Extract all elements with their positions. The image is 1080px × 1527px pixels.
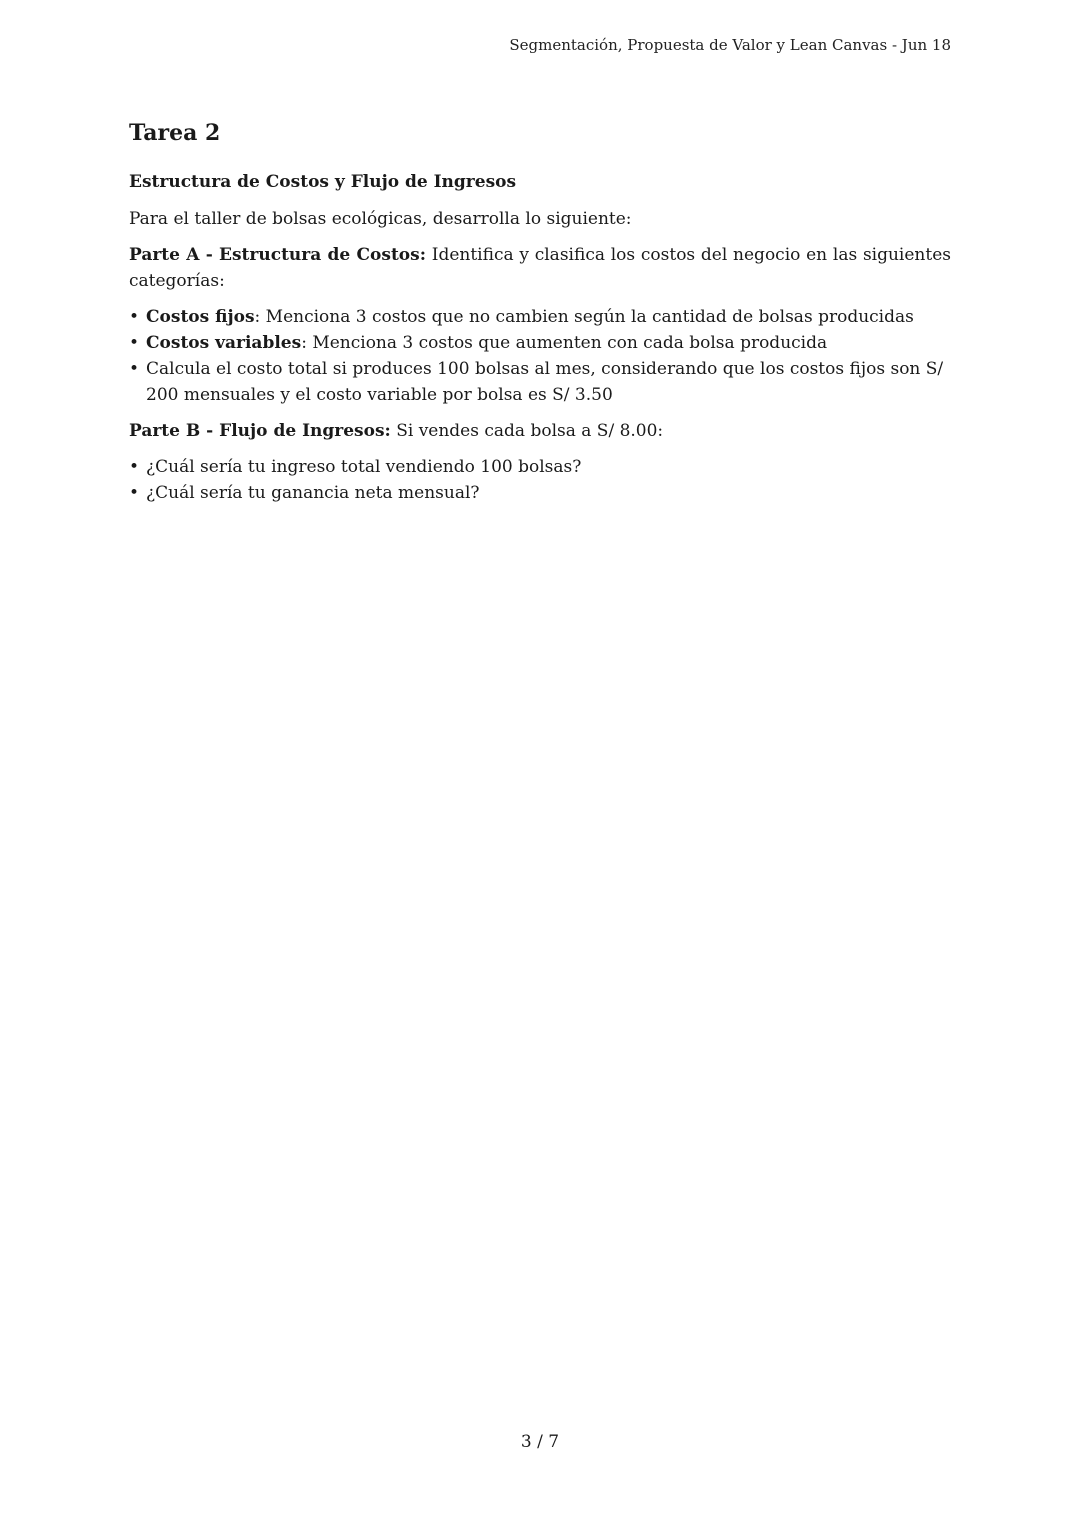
part-b-text: Si vendes cada bolsa a S/ 8.00: <box>390 421 664 441</box>
part-a-text: Identifica y clasifica los costos del negocio en las siguientes categorías: <box>129 245 951 291</box>
running-header: Segmentación, Propuesta de Valor y Lean Canvas - Jun 18 <box>509 36 951 54</box>
bullet-icon: • <box>129 483 140 503</box>
list-item-text: : Menciona 3 costos que aumenten con cada bolsa producida <box>301 333 828 353</box>
task-subtitle: Estructura de Costos y Flujo de Ingresos <box>129 172 517 192</box>
bullet-icon: • <box>129 333 140 353</box>
task-title: Tarea 2 <box>129 120 221 146</box>
task-intro: Para el taller de bolsas ecológicas, desarrolla lo siguiente: <box>129 209 632 229</box>
list-item-text: : Menciona 3 costos que no cambien según la cantidad de bolsas producidas <box>254 307 914 327</box>
bullet-icon: • <box>129 307 140 327</box>
list-item <box>129 454 951 480</box>
page-number: 3 / 7 <box>520 1432 560 1452</box>
bullet-icon: • <box>129 359 140 379</box>
list-item-text: ¿Cuál sería tu ganancia neta mensual? <box>146 483 480 503</box>
list-item-text: Calcula el costo total si produces 100 bolsas al mes, considerando que los costos fijos son S/ 200 mensuales y el costo variable por bolsa es S/ 3.50 <box>146 359 944 405</box>
part-a-label: Parte A - Estructura de Costos: <box>129 245 426 265</box>
part-b-paragraph <box>129 418 951 444</box>
list-item <box>129 330 951 356</box>
list-item <box>129 304 951 330</box>
list-item <box>129 480 951 506</box>
list-item-text: ¿Cuál sería tu ingreso total vendiendo 100 bolsas? <box>146 457 582 477</box>
list-item-bold: Costos variables <box>146 333 302 353</box>
part-a-list <box>129 304 951 408</box>
list-item <box>129 356 951 408</box>
list-item-bold: Costos fijos <box>146 307 255 327</box>
part-a-paragraph <box>129 242 951 294</box>
bullet-icon: • <box>129 457 140 477</box>
part-b-list <box>129 454 951 506</box>
content-area <box>129 120 951 516</box>
part-b-label: Parte B - Flujo de Ingresos: <box>129 421 391 441</box>
